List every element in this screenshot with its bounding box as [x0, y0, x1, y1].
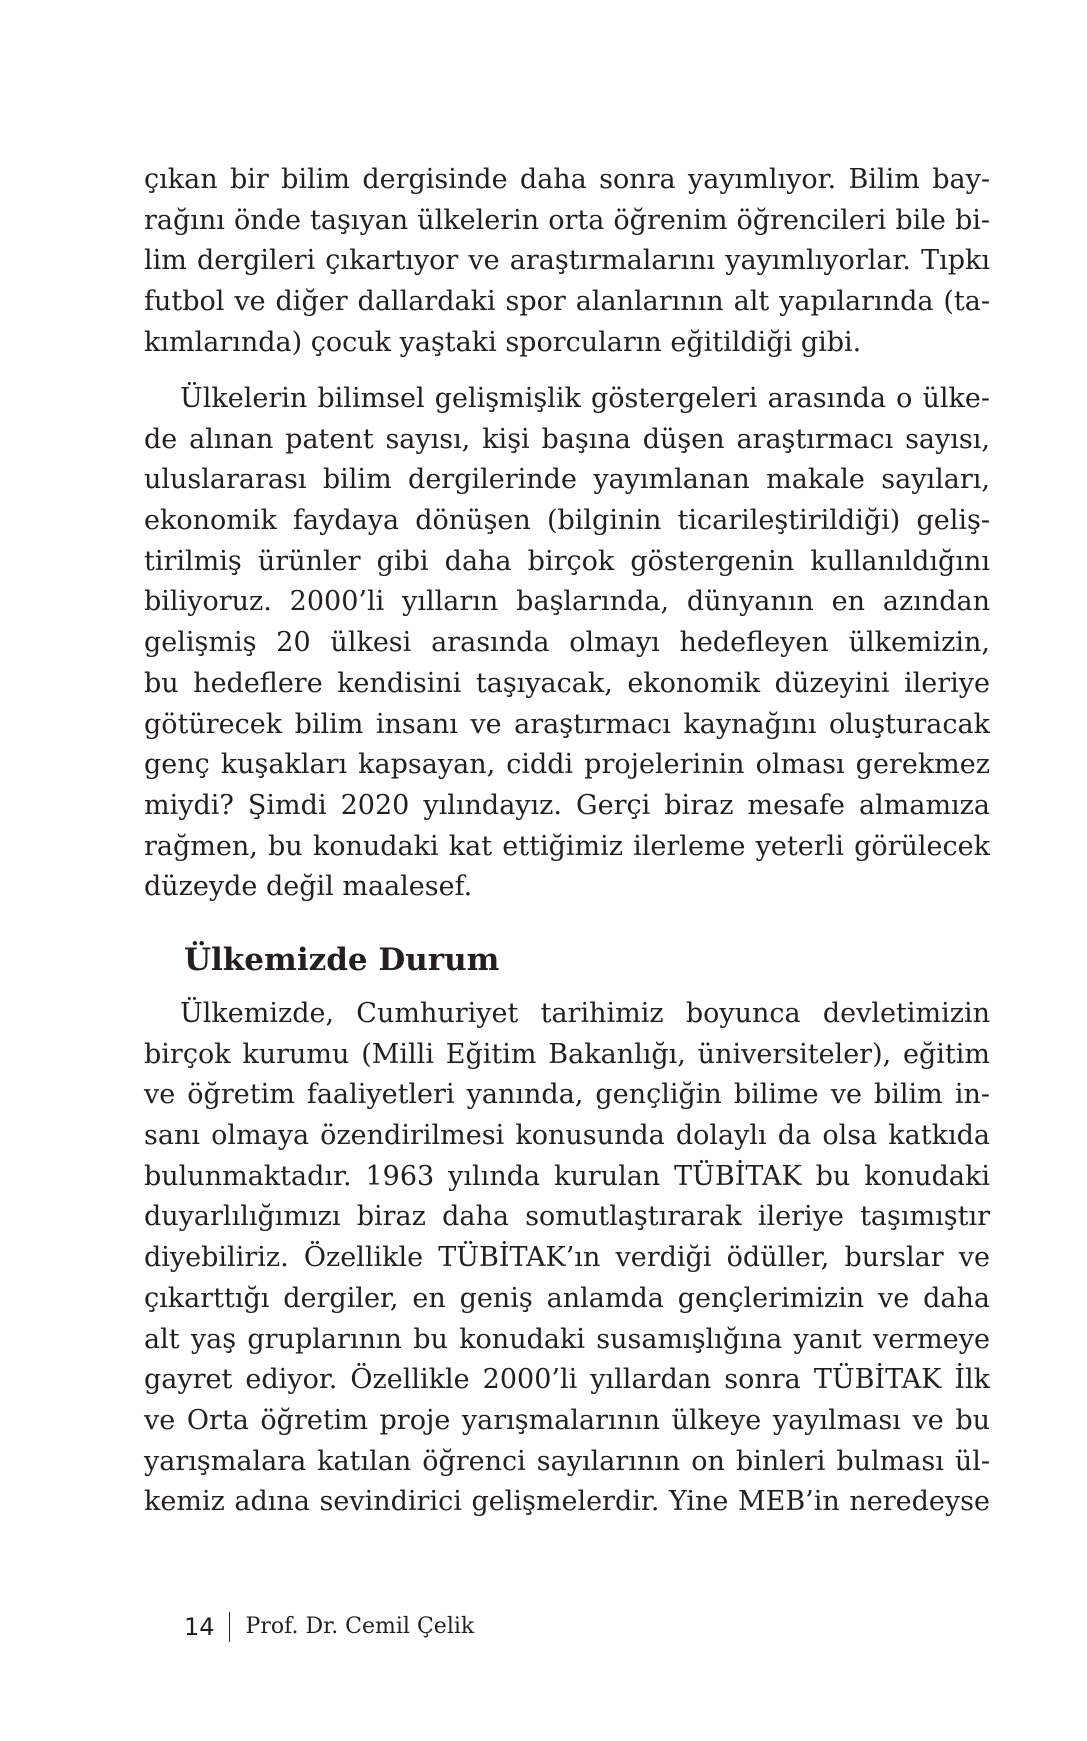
text-line: ekonomik faydaya dönüşen (bilginin ticarileştirildiği) geliş- — [144, 505, 990, 537]
text-line: duyarlılığımızı biraz daha somutlaştırarak ileriye taşımıştır — [144, 1201, 990, 1233]
text-line: kımlarında) çocuk yaştaki sporcuların eğitildiği gibi. — [144, 326, 862, 358]
text-line: yarışmalara katılan öğrenci sayılarının on binleri bulması ül- — [144, 1445, 990, 1477]
text-line: düzeyde değil maalesef. — [144, 871, 473, 903]
text-line: tirilmiş ürünler gibi daha birçok göstergenin kullanıldığını — [144, 545, 990, 577]
text-line: ve öğretim faaliyetleri yanında, gençliğin bilime ve bilim in- — [144, 1079, 990, 1111]
page-number: 14 — [184, 1613, 215, 1641]
paragraph-2 — [144, 379, 990, 908]
text-line: birçok kurumu (Milli Eğitim Bakanlığı, üniversiteler), eğitim — [144, 1038, 990, 1070]
text-line: rağmen, bu konudaki kat ettiğimiz ilerleme yeterli görülecek — [144, 830, 990, 862]
text-line: çıkan bir bilim dergisinde daha sonra yayımlıyor. Bilim bay- — [144, 164, 990, 195]
text-line: sanı olmaya özendirilmesi konusunda dolaylı da olsa katkıda — [144, 1120, 990, 1152]
text-line: lim dergileri çıkartıyor ve araştırmalarını yayımlıyorlar. Tıpkı — [144, 245, 990, 277]
text-line: gelişmiş 20 ülkesi arasında olmayı hedefleyen ülkemizin, — [144, 627, 990, 659]
text-line: bu hedeflere kendisini taşıyacak, ekonomik düzeyini ileriye — [144, 667, 990, 699]
paragraph-1 — [144, 160, 990, 363]
text-line: biliyoruz. 2000’li yılların başlarında, dünyanın en azından — [144, 586, 990, 618]
text-line: gayret ediyor. Özellikle 2000’li yıllardan sonra TÜBİTAK İlk — [144, 1364, 990, 1396]
text-line: götürecek bilim insanı ve araştırmacı kaynağını oluşturacak — [144, 708, 990, 740]
text-line: uluslararası bilim dergilerinde yayımlanan makale sayıları, — [144, 464, 990, 496]
text-line: genç kuşakları kapsayan, ciddi projelerinin olması gerekmez — [144, 749, 990, 781]
section-heading: Ülkemizde Durum — [184, 942, 500, 978]
text-line: de alınan patent sayısı, kişi başına düşen araştırmacı sayısı, — [144, 423, 990, 455]
text-line: rağını önde taşıyan ülkelerin orta öğrenim öğrencileri bile bi- — [144, 204, 990, 236]
text-line: Ülkemizde, Cumhuriyet tarihimiz boyunca devletimizin — [180, 998, 990, 1029]
footer-divider — [229, 1612, 230, 1642]
text-line: bulunmaktadır. 1963 yılında kurulan TÜBİTAK bu konudaki — [144, 1160, 990, 1192]
text-line: futbol ve diğer dallardaki spor alanlarının alt yapılarında (ta- — [144, 286, 990, 318]
text-line: kemiz adına sevindirici gelişmelerdir. Yine MEB’in neredeyse — [144, 1486, 990, 1518]
section-paragraph — [144, 994, 990, 1523]
text-line: ve Orta öğretim proje yarışmalarının ülkeye yayılması ve bu — [144, 1404, 990, 1436]
text-line: Ülkelerin bilimsel gelişmişlik göstergeleri arasında o ülke- — [180, 383, 990, 414]
text-line: alt yaş gruplarının bu konudaki susamışlığına yanıt vermeye — [144, 1323, 990, 1355]
page-footer — [184, 1612, 474, 1642]
author-name: Prof. Dr. Cemil Çelik — [245, 1614, 475, 1639]
text-line: miydi? Şimdi 2020 yılındayız. Gerçi biraz mesafe almamıza — [144, 789, 990, 821]
text-line: çıkarttığı dergiler, en geniş anlamda gençlerimizin ve daha — [144, 1282, 990, 1314]
text-line: diyebiliriz. Özellikle TÜBİTAK’ın verdiği ödüller, burslar ve — [144, 1242, 990, 1274]
